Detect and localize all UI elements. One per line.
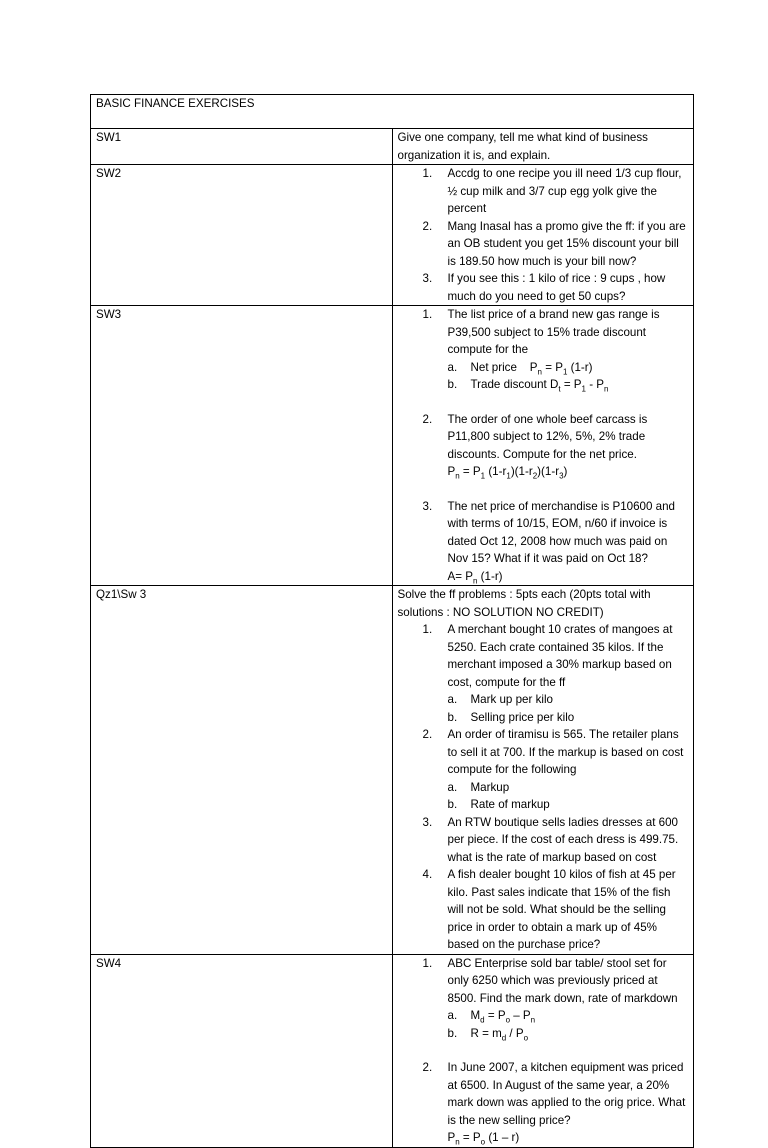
list-item: 1. ABC Enterprise sold bar table/ stool set for only 6250 which was previously priced at 8500. Find the mark down, rate of markdown a. $M_d = P_o - P_n$ b. $R = m_d / P_o$ <box>398 955 689 1060</box>
formula: $A= P_n$ (1-r) <box>447 569 503 585</box>
list-item: 3. An RTW boutique sells ladies dresses at 600 per piece. If the cost of each dress is 499.75. what is the rate of markup based on cost <box>422 815 679 864</box>
sub-item: a. Markup <box>447 780 510 794</box>
row-content <box>392 954 694 1147</box>
document-title: BASIC FINANCE EXERCISES <box>91 95 694 129</box>
table-row <box>91 954 694 1147</box>
sub-list <box>448 1007 689 1042</box>
list-item: 1. A merchant bought 10 crates of mangoes at 5250. Each crate contained 35 kilos. If the merchant imposed a 30% markup based on cost, compute for the ff a. Mark up per kilo b. Selling price per kilo <box>398 621 689 726</box>
formula: $P_n = P_o$ (1 – r) <box>447 1131 520 1147</box>
row-code: SW3 <box>91 306 393 586</box>
row-code: Qz1\Sw 3 <box>91 586 393 955</box>
table-row <box>91 586 694 955</box>
sub-item: b. $R = m_d / P_o$ <box>447 1026 529 1042</box>
sub-item: b. Selling price per kilo <box>447 710 575 724</box>
sub-list <box>448 359 689 394</box>
row-code: SW1 <box>91 129 393 165</box>
row-code: SW4 <box>91 954 393 1147</box>
exercise-table <box>90 94 694 1148</box>
title-row <box>91 95 694 129</box>
quiz-instructions: Solve the ff problems : 5pts each (20pts total with solutions : NO SOLUTION NO CREDIT) <box>397 588 651 619</box>
sub-list <box>448 691 689 726</box>
formula: $P_n = P_1$ (1-r) <box>529 360 593 376</box>
list-item: 1. The list price of a brand new gas range is P39,500 subject to 15% trade discount compute for the a. Net price $P_n = P_1$ (1-r) b. Trade discount $D_t = P_1 - P_n$ <box>398 306 689 411</box>
sub-item: b. Rate of markup <box>447 798 550 811</box>
sub-item: a. Mark up per kilo <box>447 693 553 706</box>
row-content <box>392 306 694 586</box>
list-item: 2. The order of one whole beef carcass is P11,800 subject to 12%, 5%, 2% trade discounts. Compute for the net price. $P_n = P_1$ $(1-r_1)(1-r_2)(1-r_3)$ <box>398 411 689 498</box>
list-item: 2. An order of tiramisu is 565. The retailer plans to sell it at 700. If the markup is based on cost compute for the following a. Markup b. Rate of markup <box>398 726 689 814</box>
row-content <box>392 586 694 955</box>
row-content <box>392 165 694 306</box>
table-row <box>91 306 694 586</box>
formula: $P_n = P_1$ $(1-r_1)(1-r_2)(1-r_3)$ <box>447 465 568 481</box>
list-item: 3. The net price of merchandise is P10600 and with terms of 10/15, EOM, n/60 if invoice is dated Oct 12, 2008 how much was paid on Nov 15? What if it was paid on Oct 18? $A= P_n$ (1-r) <box>398 498 689 586</box>
row-code: SW2 <box>91 165 393 306</box>
list-item: 1. Accdg to one recipe you ill need 1/3 cup flour, ½ cup milk and 3/7 cup egg yolk give the percent <box>422 167 682 215</box>
row-text: Give one company, tell me what kind of business organization it is, and explain. <box>392 129 694 165</box>
sub-item: b. Trade discount $D_t = P_1 - P_n$ <box>447 378 609 394</box>
sub-item: a. $M_d = P_o - P_n$ <box>447 1009 536 1025</box>
sub-item: a. Net price $P_n = P_1$ (1-r) <box>447 360 593 376</box>
sub-list <box>448 779 689 814</box>
question-list <box>398 306 689 585</box>
question-list <box>398 165 689 305</box>
list-item: 2. In June 2007, a kitchen equipment was priced at 6500. In August of the same year, a 20% mark down was applied to the orig price. What is the new selling price? $P_n = P_o$ (1 – r) <box>398 1059 689 1147</box>
question-list <box>398 621 689 954</box>
table-row <box>91 165 694 306</box>
list-item: 4. A fish dealer bought 10 kilos of fish at 45 per kilo. Past sales indicate that 15% of the fish will not be sold. What should be the selling price in order to obtain a mark up of 45% based on the purchase price? <box>422 868 676 951</box>
list-item: 3. If you see this : 1 kilo of rice : 9 cups , how much do you need to get 50 cups? <box>422 272 666 303</box>
table-row <box>91 129 694 165</box>
question-list <box>398 955 689 1147</box>
list-item: 2. Mang Inasal has a promo give the ff: if you are an OB student you get 15% discount your bill is 189.50 how much is your bill now? <box>422 219 686 268</box>
